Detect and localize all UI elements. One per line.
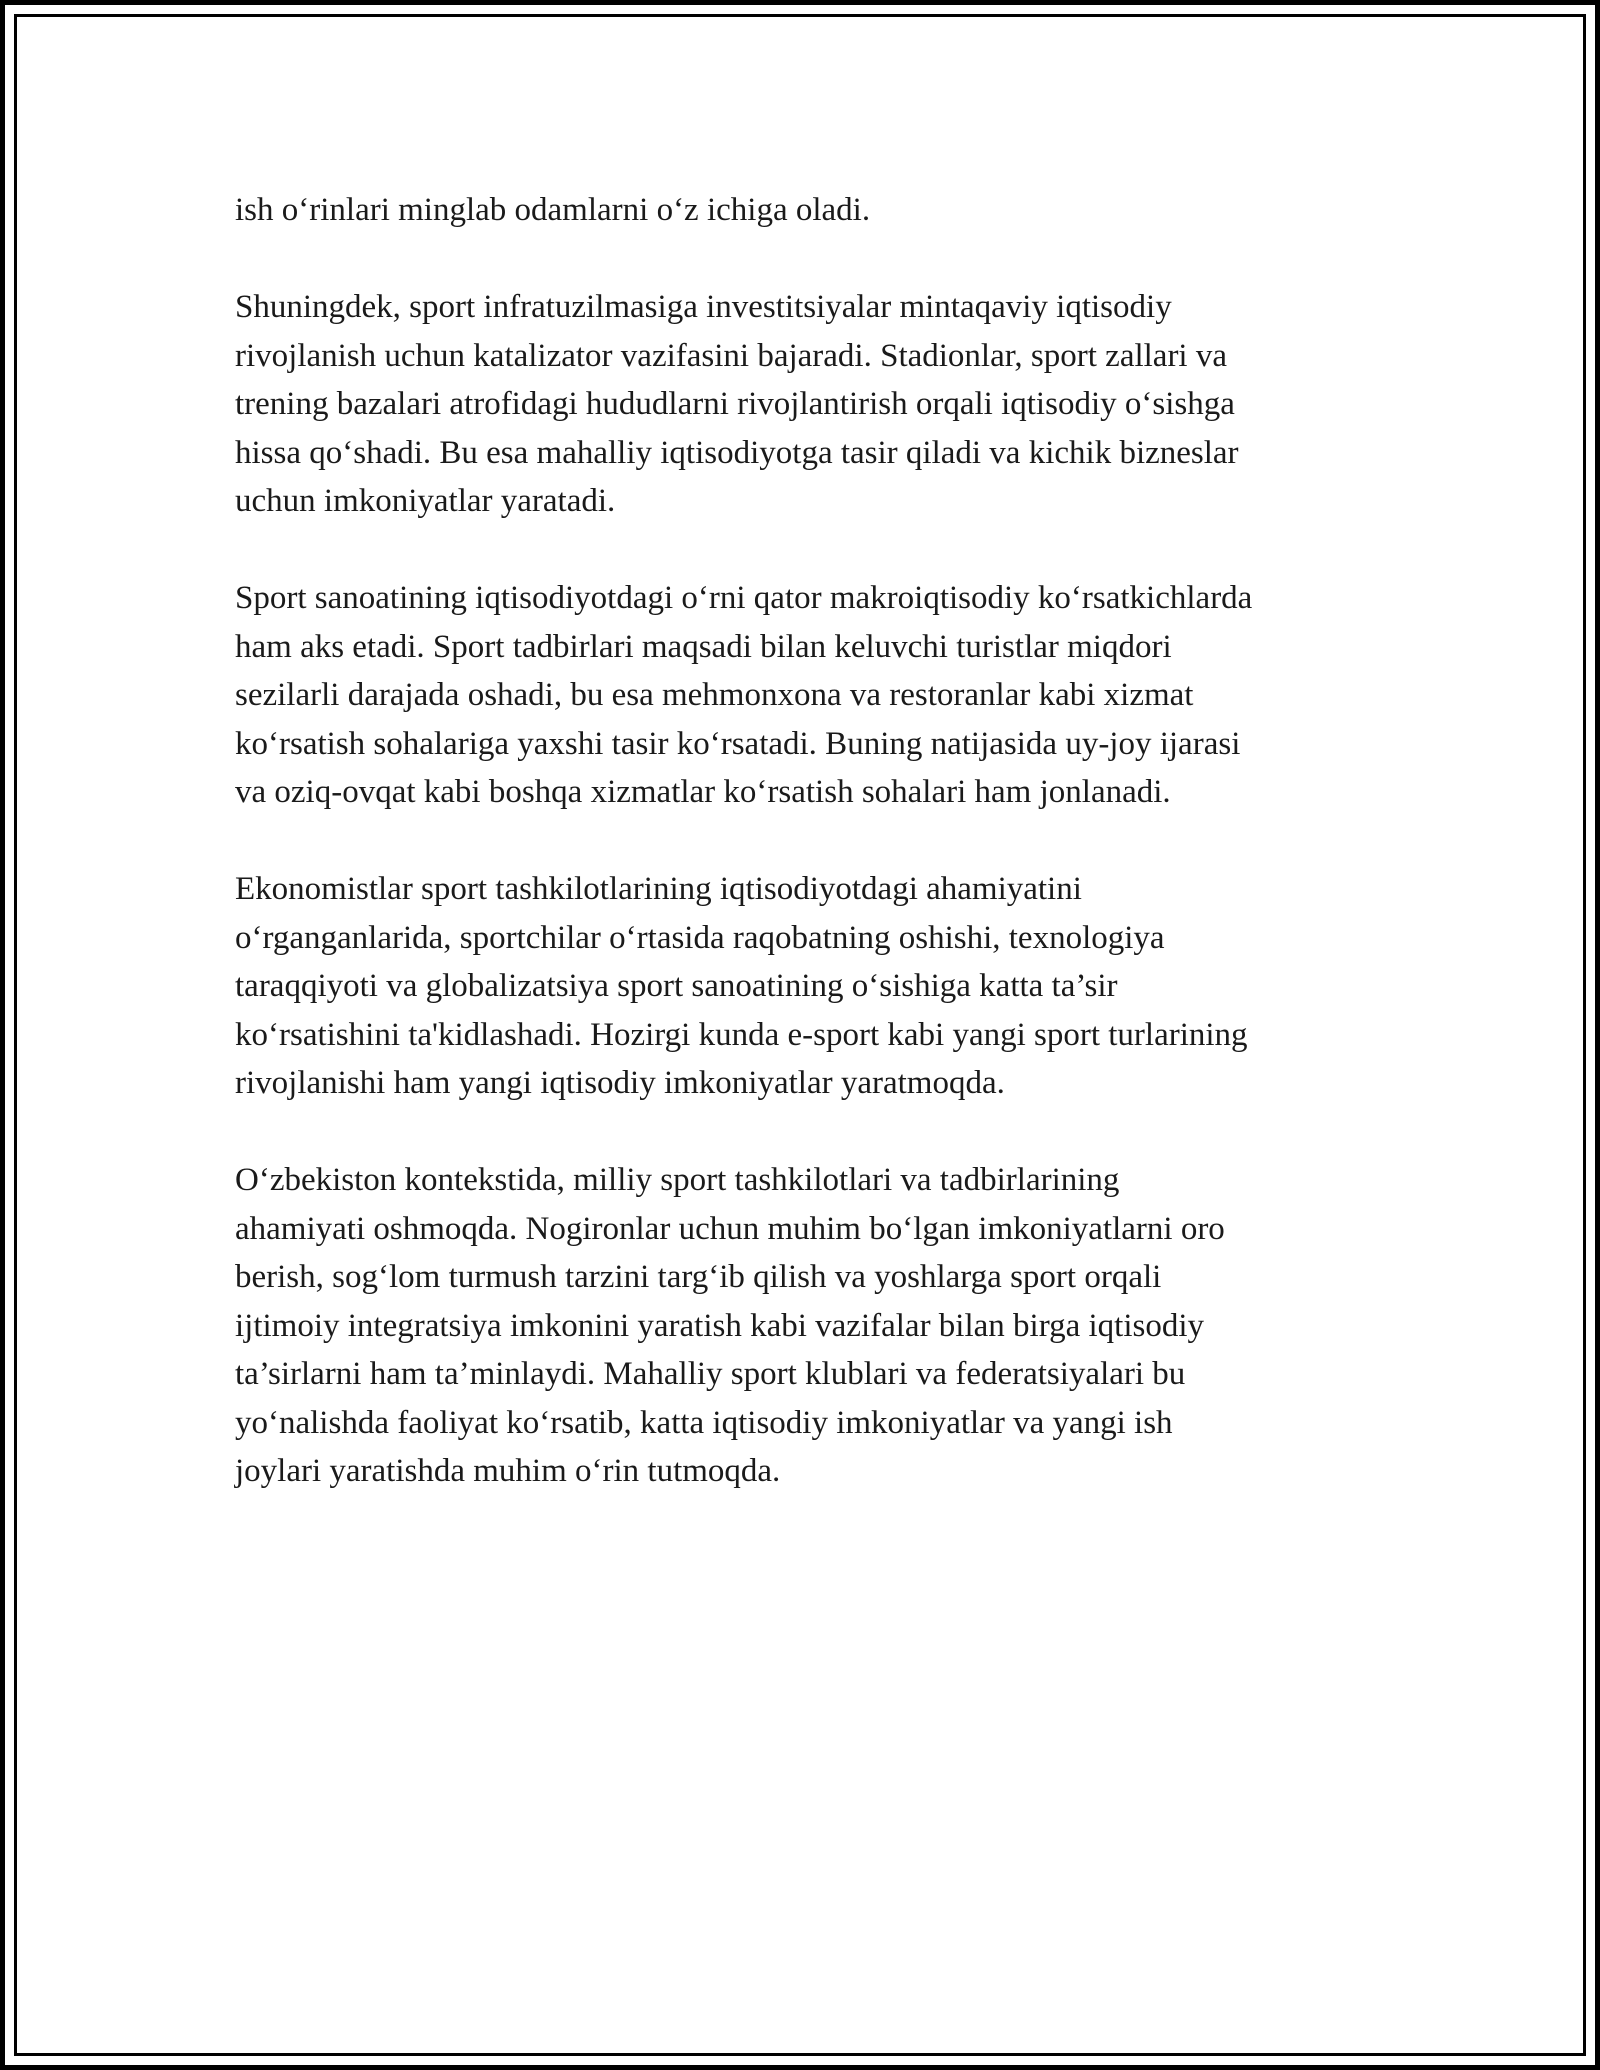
paragraph-3: Sport sanoatining iqtisodiyotdagi o‘rni qator makroiqtisodiy ko‘rsatkichlarda ham aks etadi. Sport tadbirlari maqsadi bilan keluvchi turistlar miqdori sezilarli darajada oshadi, bu esa mehmonxona va restoranlar kabi xizmat ko‘rsatish sohalariga yaxshi tasir ko‘rsatadi. Buning natijasida uy-joy ijarasi va oziq-ovqat kabi boshqa xizmatlar ko‘rsatish sohalari ham jonlanadi. (235, 580, 1253, 810)
paragraph-1: ish o‘rinlari minglab odamlarni o‘z ichiga oladi. (235, 192, 871, 228)
document-body (235, 186, 1395, 1544)
paragraph-5: O‘zbekiston kontekstida, milliy sport tashkilotlari va tadbirlarining ahamiyati oshmoqda. Nogironlar uchun muhim bo‘lgan imkoniyatlarni oro berish, sog‘lom turmush tarzini targ‘ib qilish va yoshlarga sport orqali ijtimoiy integratsiya imkonini yaratish kabi vazifalar bilan birga iqtisodiy ta’sirlarni ham ta’minlaydi. Mahalliy sport klublari va federatsiyalari bu yo‘nalishda faoliyat ko‘rsatib, katta iqtisodiy imkoniyatlar va yangi ish joylari yaratishda muhim o‘rin tutmoqda. (235, 1162, 1225, 1489)
paragraph-2: Shuningdek, sport infratuzilmasiga investitsiyalar mintaqaviy iqtisodiy rivojlanish uchun katalizator vazifasini bajaradi. Stadionlar, sport zallari va trening bazalari atrofidagi hududlarni rivojlantirish orqali iqtisodiy o‘sishga hissa qo‘shadi. Bu esa mahalliy iqtisodiyotga tasir qiladi va kichik bizneslar uchun imkoniyatlar yaratadi. (235, 289, 1239, 519)
paragraph-4: Ekonomistlar sport tashkilotlarining iqtisodiyotdagi ahamiyatini o‘rganganlarida, sportchilar o‘rtasida raqobatning oshishi, texnologiya taraqqiyoti va globalizatsiya sport sanoatining o‘sishiga katta ta’sir ko‘rsatishini ta'kidlashadi. Hozirgi kunda e-sport kabi yangi sport turlarining rivojlanishi ham yangi iqtisodiy imkoniyatlar yaratmoqda. (235, 871, 1248, 1101)
